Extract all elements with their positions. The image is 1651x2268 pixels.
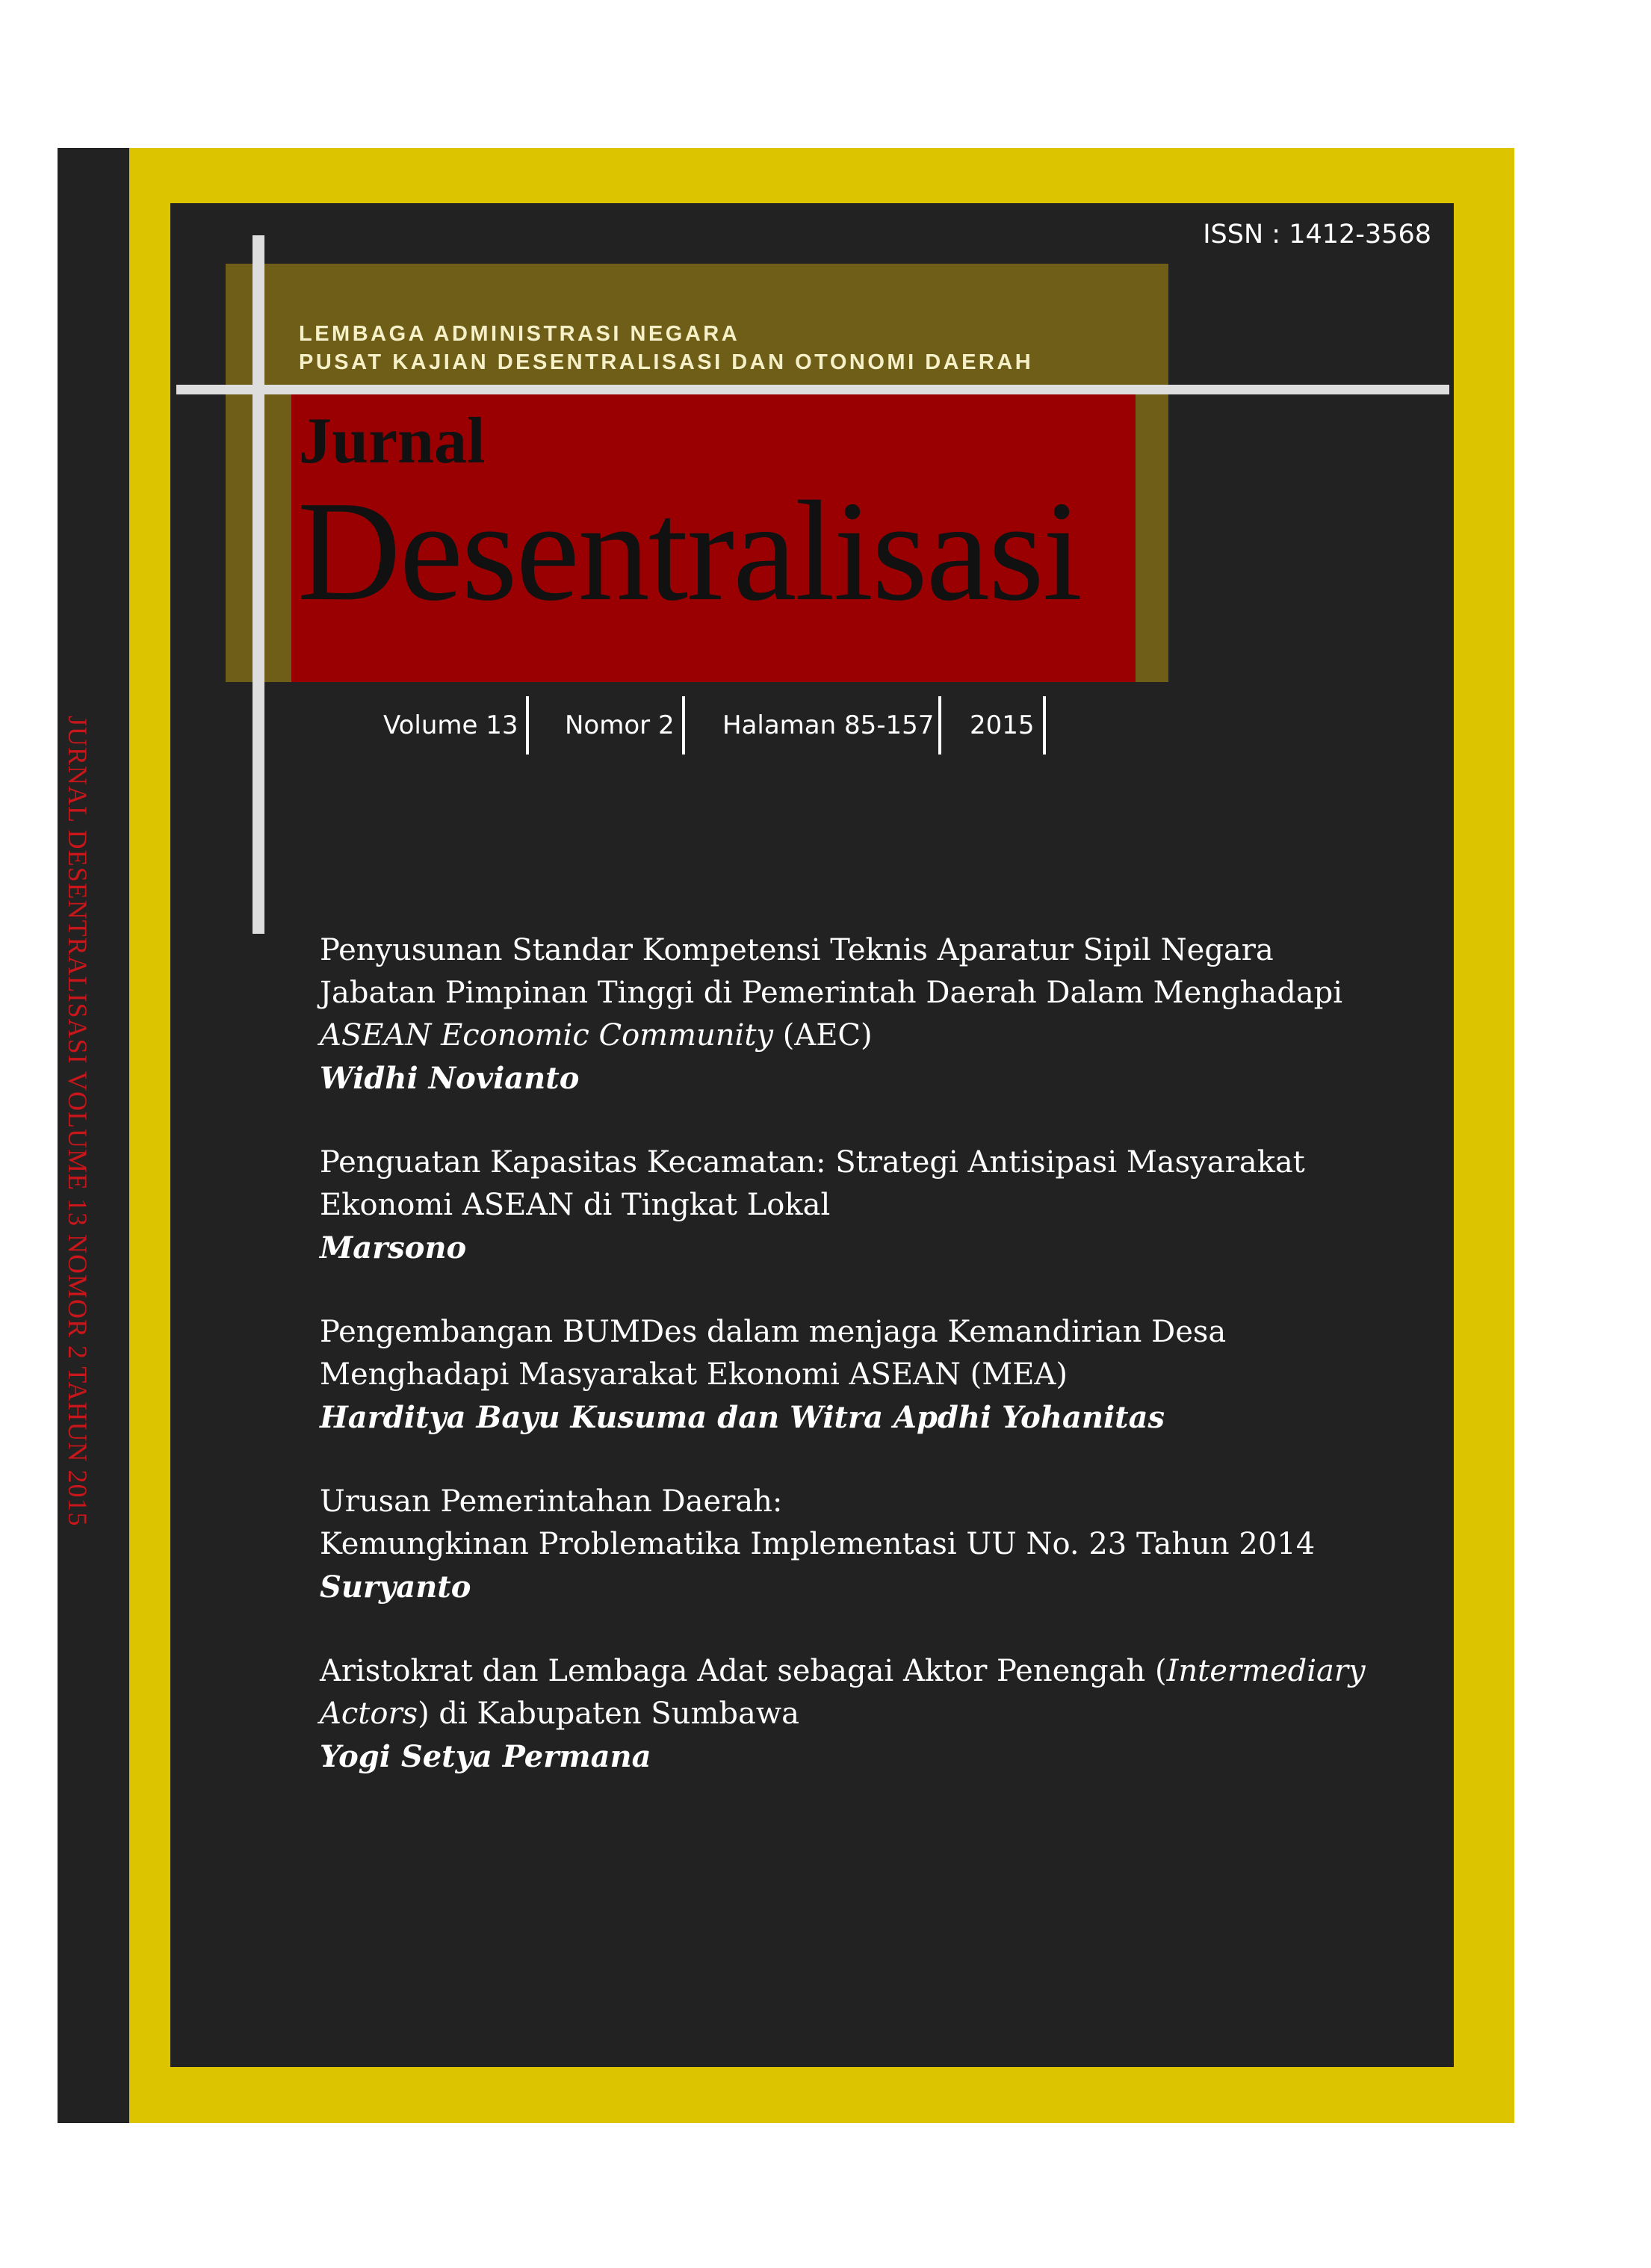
article-author: Suryanto (320, 1570, 471, 1605)
article-title-line: Jabatan Pimpinan Tinggi di Pemerintah Daerah Dalam Menghadapi (320, 976, 1343, 1010)
volume-number: 13 (486, 710, 518, 740)
article-title-line: Penyusunan Standar Kompetensi Teknis Aparatur Sipil Negara (320, 933, 1274, 967)
issue-number: Nomor 2 (565, 710, 675, 740)
vertical-rule (253, 235, 264, 934)
article-title-rest: (AEC) (773, 1018, 873, 1053)
issue-year: 2015 (970, 710, 1035, 740)
issue-separator (938, 696, 941, 755)
article-entry (320, 1481, 1410, 1608)
horizontal-rule (176, 385, 1449, 394)
issue-separator (1043, 696, 1046, 755)
article-author: Marsono (320, 1230, 467, 1265)
article-title-line: Menghadapi Masyarakat Ekonomi ASEAN (MEA) (320, 1357, 1068, 1392)
issn: ISSN : 1412-3568 (1203, 220, 1431, 250)
article-author: Harditya Bayu Kusuma dan Witra Apdhi Yohanitas (320, 1400, 1165, 1435)
article-title-rest: ) di Kabupaten Sumbawa (418, 1697, 799, 1731)
volume-label: Volume (383, 710, 486, 740)
page-range: Halaman 85-157 (722, 710, 935, 740)
journal-label: Jurnal (299, 405, 486, 477)
article-entry (320, 1650, 1410, 1778)
article-title-line (320, 1650, 1410, 1693)
article-title-line: Ekonomi ASEAN di Tingkat Lokal (320, 1188, 831, 1222)
volume (383, 702, 518, 749)
article-entry (320, 1311, 1410, 1439)
article-author: Yogi Setya Permana (320, 1739, 651, 1774)
article-title-line: Urusan Pemerintahan Daerah: (320, 1484, 783, 1519)
article-title-plain: Aristokrat dan Lembaga Adat sebagai Aktor Penengah ( (320, 1654, 1167, 1688)
publisher-line-2: PUSAT KAJIAN DESENTRALISASI DAN OTONOMI DAERAH (299, 350, 1034, 374)
article-entry (320, 929, 1410, 1100)
article-title-italic: Intermediary (1166, 1654, 1366, 1688)
publisher (299, 320, 1033, 377)
journal-title: Desentralisasi (297, 471, 1081, 630)
article-title-line: Penguatan Kapasitas Kecamatan: Strategi Antisipasi Masyarakat (320, 1145, 1305, 1180)
article-title-line: Kemungkinan Problematika Implementasi UU No. 23 Tahun 2014 (320, 1527, 1316, 1561)
article-title-italic: ASEAN Economic Community (320, 1018, 773, 1053)
article-author: Widhi Novianto (320, 1061, 580, 1096)
publisher-line-1: LEMBAGA ADMINISTRASI NEGARA (299, 322, 740, 346)
table-of-contents (320, 929, 1410, 1820)
article-title-line (320, 1693, 1410, 1735)
issue-separator (526, 696, 529, 755)
article-entry (320, 1141, 1410, 1269)
article-title-line: Pengembangan BUMDes dalam menjaga Kemandirian Desa (320, 1315, 1227, 1349)
article-title-italic: Actors (320, 1697, 418, 1731)
article-title-line (320, 1014, 1410, 1057)
spine-title: JURNAL DESENTRALISASI VOLUME 13 NOMOR 2 TAHUN 2015 (63, 716, 93, 1527)
issue-separator (682, 696, 685, 755)
